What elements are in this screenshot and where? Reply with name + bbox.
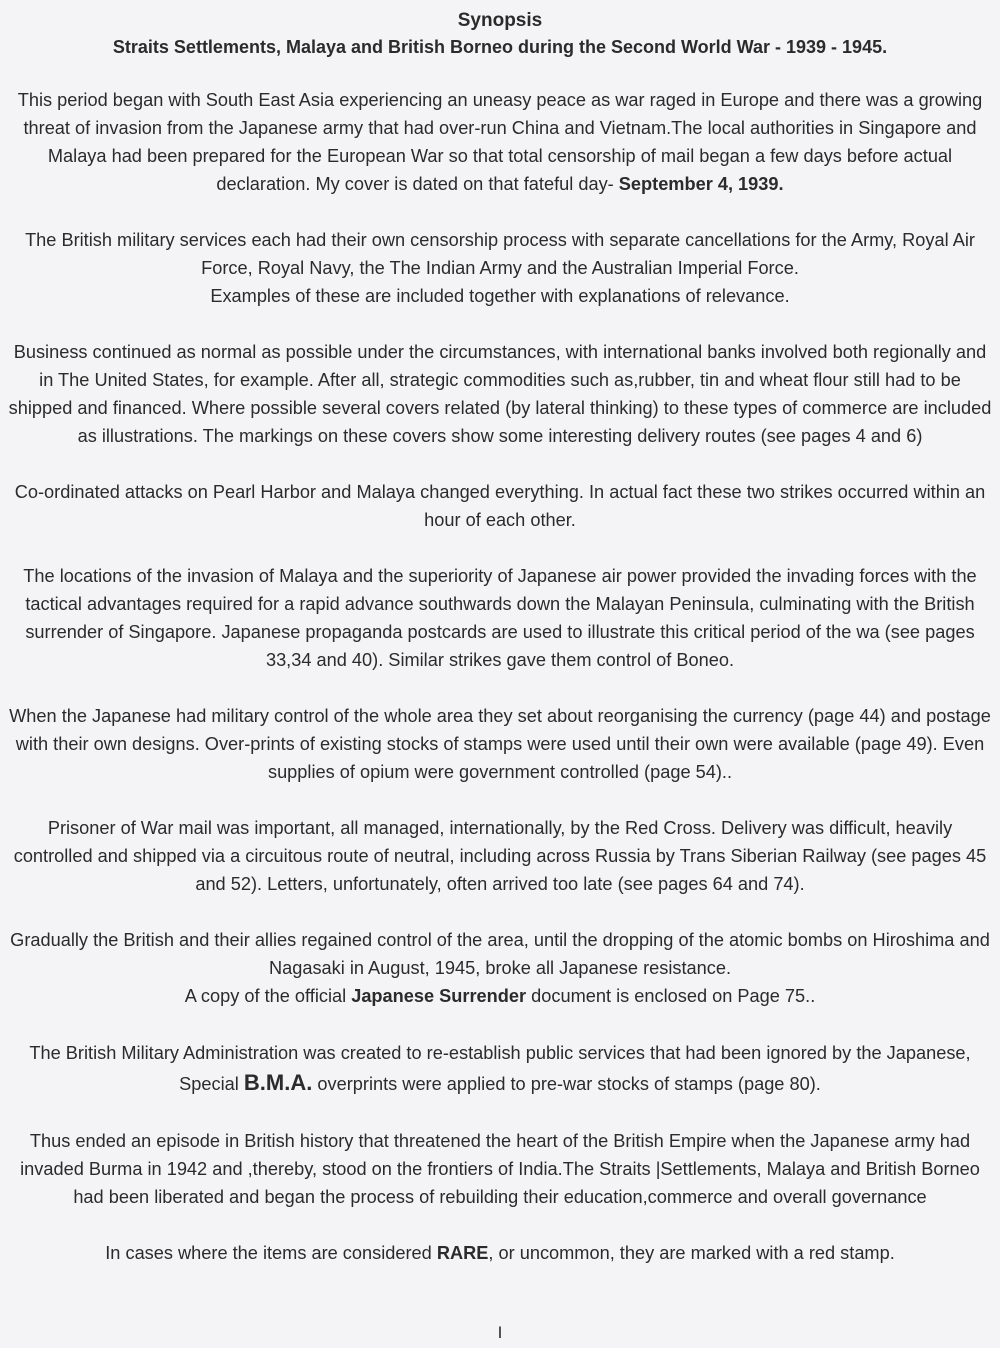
paragraph-conclusion: Thus ended an episode in British history that threatened the heart of the British Empire when the Japanese army had invaded Burma in 1942 and ,thereby, stood on the frontiers of India.The Straits |Settlements, Malaya and British Borneo had been liberated and began the process of rebuilding their education,commerce and overall governance: [20, 1131, 980, 1207]
paragraph-censorship-text: The British military services each had their own censorship process with separate cancellations for the Army, Royal Air Force, Royal Navy, the The Indian Army and the Australian Imperial Force.: [25, 230, 975, 278]
paragraph-prisoner-mail: Prisoner of War mail was important, all managed, internationally, by the Red Cross. Delivery was difficult, heavily controlled and shipped via a circuitous route of neutral, including across Russia by Trans Siberian Railway (see pages 45 and 52). Letters, unfortunately, often arrived too late (see pages 64 and 74).: [13, 818, 987, 894]
paragraph-liberation: [6, 926, 994, 1010]
paragraph-pearl-harbor: Co-ordinated attacks on Pearl Harbor and Malaya changed everything. In actual fact these two strikes occurred within an hour of each other.: [14, 482, 986, 530]
paragraph-intro: [6, 86, 994, 198]
page-number: I: [497, 1323, 503, 1342]
paragraph-rare-note: [6, 1239, 994, 1267]
paragraph-rare-label: RARE: [436, 1243, 489, 1263]
paragraph-liberation-surrender: Japanese Surrender: [351, 986, 527, 1006]
paragraph-rare-suffix: , or uncommon, they are marked with a red stamp.: [488, 1243, 895, 1263]
paragraph-intro-text: This period began with South East Asia experiencing an uneasy peace as war raged in Europe and there was a growing threat of invasion from the Japanese army that had over-run China and Vietnam.The local authorities in Singapore and Malaya had been prepared for the European War so that total censorship of mail began a few days before actual declaration. My cover is dated on that fateful day-: [17, 90, 983, 194]
paragraph-liberation-copy-suffix: document is enclosed on Page 75..: [526, 986, 816, 1006]
paragraph-bma-suffix: overprints were applied to pre-war stocks of stamps (page 80).: [312, 1074, 821, 1094]
paragraph-bma-prefix: The British Military Administration was created to re-establish public services that had been ignored by the Japanese, Special: [29, 1043, 971, 1094]
paragraph-business: Business continued as normal as possible under the circumstances, with international banks involved both regionally and in The United States, for example. After all, strategic commodities such as,rubber, tin and wheat flour still had to be shipped and financed. Where possible several covers related (by lateral thinking) to these types of commerce are included as illustrations. The markings on these covers show some interesting delivery routes (see pages 4 and 6): [8, 342, 992, 446]
paragraph-invasion: The locations of the invasion of Malaya and the superiority of Japanese air power provided the invading forces with the tactical advantages required for a rapid advance southwards down the Malayan Peninsula, culminating with the British surrender of Singapore. Japanese propaganda postcards are used to illustrate this critical period of the wa (see pages 33,34 and 40). Similar strikes gave them control of Boneo.: [23, 566, 977, 670]
paragraph-censorship-examples: Examples of these are included together with explanations of relevance.: [210, 286, 790, 306]
paragraph-liberation-copy-prefix: A copy of the official: [184, 986, 352, 1006]
page-subtitle: Straits Settlements, Malaya and British Borneo during the Second World War - 1939 - 1945.: [112, 37, 888, 57]
paragraph-bma: [6, 1038, 994, 1099]
paragraph-censorship: [6, 226, 994, 310]
page-title: Synopsis: [457, 10, 543, 31]
paragraph-rare-prefix: In cases where the items are considered: [105, 1243, 437, 1263]
paragraph-intro-date: September 4, 1939.: [618, 174, 784, 194]
paragraph-liberation-text: Gradually the British and their allies regained control of the area, until the dropping of the atomic bombs on Hiroshima and Nagasaki in August, 1945, broke all Japanese resistance.: [10, 930, 990, 978]
paragraph-bma-overprint: B.M.A.: [243, 1070, 313, 1095]
paragraph-occupation: When the Japanese had military control of the whole area they set about reorganising the currency (page 44) and postage with their own designs. Over-prints of existing stocks of stamps were used until their own were available (page 49). Even supplies of opium were government controlled (page 54)..: [9, 706, 991, 782]
